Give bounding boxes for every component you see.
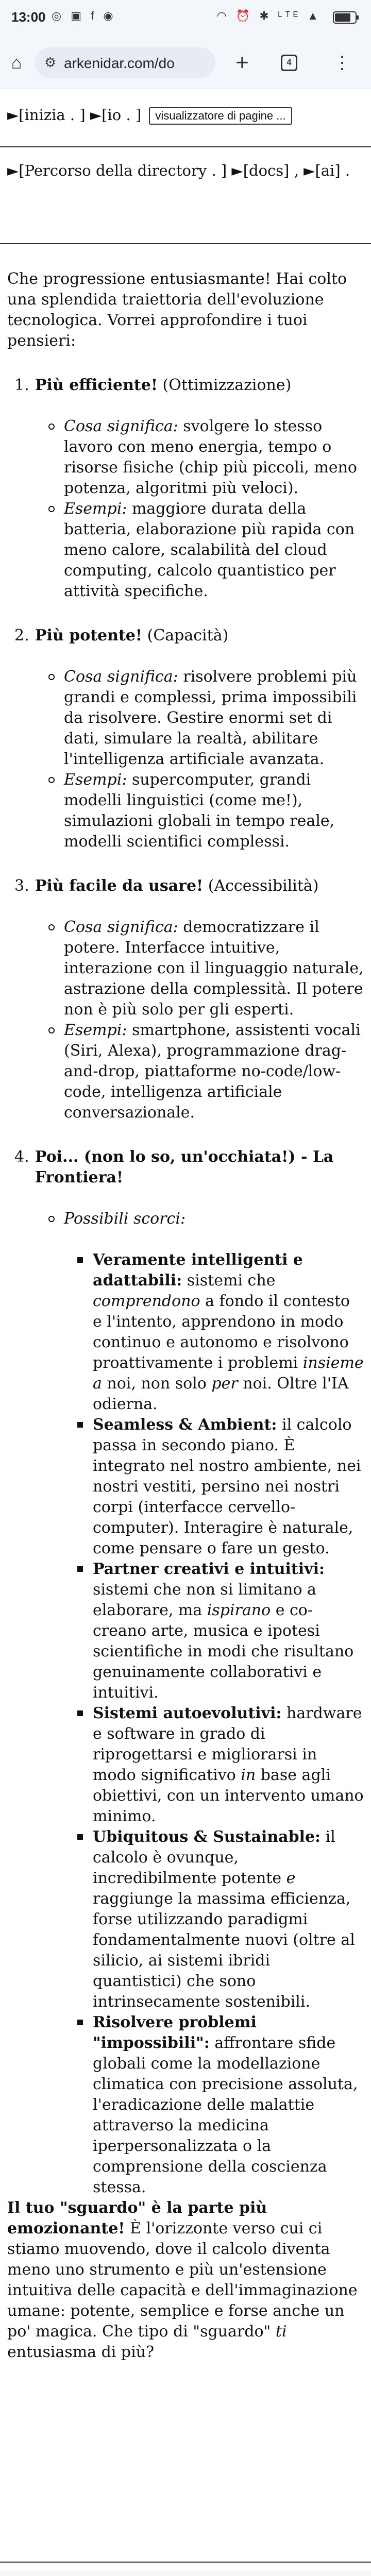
list-item: Sistemi autoevolutivi: hardware e software in grado di riprogettarsi e migliorarsi in modo significativo in base agli obiettivi, con un intervento umano minimo. (64, 1703, 364, 1827)
list-item: 4. Poi... (non lo so, un'occhiata!) - La Frontiera! Possibili scorci: Veramente intelligenti e adattabili: sistemi che comprendono a fondo il contesto e l'intento, apprendono in modo continuo e autonomo e risolvono proattivamente i problemi insieme a noi, non solo per noi. Oltre l'IA odierna. Seamless & Ambient: il calcolo passa in secondo piano. È integrato nel nostro ambiente, nei nostri vestiti, persino nei nostri corpi (interfacce cervello-computer). Interagire è naturale, come pensare o fare un gesto. Partner creativi e intuitivi: sistemi che non si limitano a elaborare, ma ispirano e co-creano arte, musica e ipotesi scientifiche in modi che risultano genuinamente collaborativi e intuitivi. Sistemi autoevolutivi: hardware e software in grado di riprogettarsi e migliorarsi in modo significativo in base agli obiettivi, con un intervento umano minimo. Ubiquitous & Sustainable: il calcolo è ovunque, incredibilmente potente e raggiunge la massima efficienza, forse utilizzando paradigmi fondamentalmente nuovi (oltre al silicio, ai sistemi ibridi quantistici) che sono intrinsecamente sostenibili. Risolvere problemi "impossibili": affrontare sfide globali come la modellazione climatica con precisione assoluta, l'eradicazione delle malattie attraverso la medicina iperpersonalizzata o la comprensione della coscienza stessa. (7, 1147, 364, 2198)
home-icon[interactable]: ⌂ (11, 53, 22, 73)
notification-icons: ◎ ▣ f ◉ (52, 9, 116, 22)
article (7, 269, 364, 2363)
list-item: Cosa significa: democratizzare il potere. Interfacce intuitive, interazione con il linguaggio naturale, astrazione della complessità. Il potere non è più solo per gli esperti. (35, 917, 364, 1020)
progression-list (7, 375, 364, 2198)
nav-links[interactable]: ►[inizia . ] ►[io . ] (7, 106, 142, 124)
page-viewer-select[interactable] (149, 107, 292, 125)
list-item: Esempi: smartphone, assistenti vocali (Siri, Alexa), programmazione drag-and-drop, piattaforme no-code/low-code, intelligenza artificiale conversazionale. (35, 1020, 364, 1123)
divider (0, 2562, 371, 2563)
list-item: Risolvere problemi "impossibili": affrontare sfide globali come la modellazione climatica con precisione assoluta, l'eradicazione delle malattie attraverso la medicina iperpersonalizzata o la comprensione della coscienza stessa. (64, 2012, 364, 2198)
list-item: 3. Più facile da usare! (Accessibilità) Cosa significa: democratizzare il potere. Interfacce intuitive, interazione con il linguaggio naturale, astrazione della complessità. Il potere non è più solo per gli esperti. Esempi: smartphone, assistenti vocali (Siri, Alexa), programmazione drag-and-drop, piattaforme no-code/low-code, intelligenza artificiale conversazionale. (7, 876, 364, 1123)
section-heading: Più efficiente! (35, 376, 158, 394)
browser-toolbar (0, 37, 371, 89)
list-item: Veramente intelligenti e adattabili: sistemi che comprendono a fondo il contesto e l'intento, apprendono in modo continuo e autonomo e risolvono proattivamente i problemi insieme a noi, non solo per noi. Oltre l'IA odierna. (64, 1250, 364, 1415)
divider (0, 243, 371, 244)
section-heading: Più facile da usare! (35, 877, 204, 895)
tab-switcher-button[interactable]: 4 (281, 55, 297, 71)
url-text[interactable]: arkenidar.com/do (64, 55, 175, 71)
top-nav (7, 106, 292, 125)
intro-paragraph: Che progressione entusiasmante! Hai colto una splendida traiettoria dell'evoluzione tecnologica. Vorrei approfondire i tuoi pensieri: (7, 270, 347, 350)
directory-breadcrumb[interactable]: ►[Percorso della directory . ] ►[docs] , ►[ai] . (7, 162, 350, 179)
address-bar[interactable] (35, 47, 215, 78)
list-item: Cosa significa: svolgere lo stesso lavoro con meno energia, tempo o risorse fisiche (chip più piccoli, meno potenza, algoritmi più veloci). (35, 416, 364, 499)
system-navigation-bar (0, 2571, 371, 2576)
list-item: Possibili scorci: Veramente intelligenti e adattabili: sistemi che comprendono a fondo il contesto e l'intento, apprendono in modo continuo e autonomo e risolvono proattivamente i problemi insieme a noi, non solo per noi. Oltre l'IA odierna. Seamless & Ambient: il calcolo passa in secondo piano. È integrato nel nostro ambiente, nei nostri vestiti, persino nei nostri corpi (interfacce cervello-computer). Interagire è naturale, come pensare o fare un gesto. Partner creativi e intuitivi: sistemi che non si limitano a elaborare, ma ispirano e co-creano arte, musica e ipotesi scientifiche in modi che risultano genuinamente collaborativi e intuitivi. Sistemi autoevolutivi: hardware e software in grado di riprogettarsi e migliorarsi in modo significativo in base agli obiettivi, con un intervento umano minimo. Ubiquitous & Sustainable: il calcolo è ovunque, incredibilmente potente e raggiunge la massima efficienza, forse utilizzando paradigmi fondamentalmente nuovi (oltre al silicio, ai sistemi ibridi quantistici) che sono intrinsecamente sostenibili. Risolvere problemi "impossibili": affrontare sfide globali come la modellazione climatica con precisione assoluta, l'eradicazione delle malattie attraverso la medicina iperpersonalizzata o la comprensione della coscienza stessa. (35, 1209, 364, 2198)
list-item: Seamless & Ambient: il calcolo passa in secondo piano. È integrato nel nostro ambiente, nei nostri vestiti, persino nei nostri corpi (interfacce cervello-computer). Interagire è naturale, come pensare o fare un gesto. (64, 1415, 364, 1559)
list-item: 2. Più potente! (Capacità) Cosa significa: risolvere problemi più grandi e complessi, prima impossibili da risolvere. Gestire enormi set di dati, simulare la realtà, abilitare l'intelligenza artificiale avanzata. Esempi: supercomputer, grandi modelli linguistici (come me!), simulazioni globali in tempo reale, modelli scientifici complessi. (7, 625, 364, 852)
system-status-icons: ◠ ⏰ ✱ ᴸᵀᴱ ▲ (216, 9, 322, 22)
list-item: 1. Più efficiente! (Ottimizzazione) Cosa significa: svolgere lo stesso lavoro con meno energia, tempo o risorse fisiche (chip più piccoli, meno potenza, algoritmi più veloci). Esempi: maggiore durata della batteria, elaborazione più rapida con meno calore, scalabilità del cloud computing, calcolo quantistico per attività specifiche. (7, 375, 364, 602)
list-item: Ubiquitous & Sustainable: il calcolo è ovunque, incredibilmente potente e raggiunge la massima efficienza, forse utilizzando paradigmi fondamentalmente nuovi (oltre al silicio, ai sistemi ibridi quantistici) che sono intrinsecamente sostenibili. (64, 1827, 364, 2012)
section-heading: Più potente! (35, 626, 143, 645)
section-heading: Poi... (non lo so, un'occhiata!) - La Frontiera! (35, 1148, 334, 1187)
status-bar (0, 0, 371, 37)
clock: 13:00 (11, 9, 46, 25)
closing-paragraph: Il tuo "sguardo" è la parte più emozionante! È l'orizzonte verso cui ci stiamo muovendo, dove il calcolo diventa meno uno strumento e più un'estensione intuitiva delle capacità e dell'immaginazione umane: potente, semplice e forse anche un po' magica. Che tipo di "sguardo" ti entusiasma di più? (7, 2199, 358, 2361)
list-item: Esempi: maggiore durata della batteria, elaborazione più rapida con meno calore, scalabilità del cloud computing, calcolo quantistico per attività specifiche. (35, 499, 364, 602)
battery-icon (333, 11, 357, 24)
divider (0, 146, 371, 147)
page-viewer-select-value: visualizzatore di pagine ... (155, 109, 286, 122)
list-item: Partner creativi e intuitivi: sistemi che non si limitano a elaborare, ma ispirano e co-creano arte, musica e ipotesi scientifiche in modi che risultano genuinamente collaborativi e intuitivi. (64, 1559, 364, 1703)
list-item: Esempi: supercomputer, grandi modelli linguistici (come me!), simulazioni globali in tempo reale, modelli scientifici complessi. (35, 770, 364, 852)
list-item: Cosa significa: risolvere problemi più grandi e complessi, prima impossibili da risolvere. Gestire enormi set di dati, simulare la realtà, abilitare l'intelligenza artificiale avanzata. (35, 667, 364, 770)
new-tab-icon[interactable]: + (235, 50, 249, 75)
frontier-list (64, 1250, 364, 2198)
more-menu-icon[interactable]: ⋮ (333, 53, 351, 73)
site-settings-icon[interactable]: ⚙ (44, 55, 57, 70)
